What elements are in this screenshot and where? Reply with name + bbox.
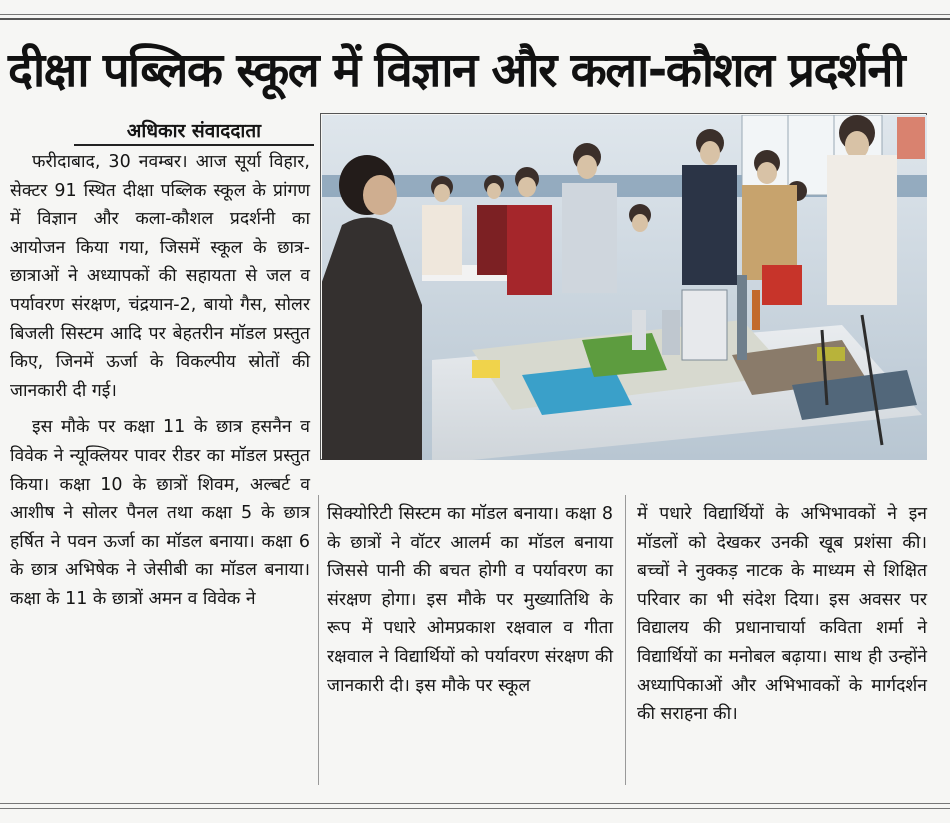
bottom-rule-2 [0, 808, 950, 809]
top-rule-thick [0, 18, 950, 20]
headline: दीक्षा पब्लिक स्कूल में विज्ञान और कला-कौशल प्रदर्शनी [8, 43, 905, 98]
paragraph-2: इस मौके पर कक्षा 11 के छात्र हसनैन व विवेक ने न्यूक्लियर पावर रीडर का मॉडल प्रस्तुत किया। कक्षा 10 के छात्रों शिवम, अल्बर्ट व आशीष ने सोलर पैनल तथा कक्षा 5 के छात्र हर्षित ने पवन ऊर्जा का मॉडल बनाया। कक्षा 6 के छात्र अभिषेक ने जेसीबी का मॉडल बनाया। कक्षा के 11 के छात्रों अमन व विवेक ने [10, 417, 310, 609]
paragraph-3: सिक्योरिटी सिस्टम का मॉडल बनाया। कक्षा 8 के छात्रों ने वॉटर आलर्म का मॉडल बनाया जिससे पानी की बचत होगी व पर्यावरण का संरक्षण होगा। इस मौके पर मुख्यातिथि के रूप में पधारे ओमप्रकाश रक्षवाल व गीता रक्षवाल ने विद्यार्थियों को पर्यावरण संरक्षण की जानकारी दी। इस मौके पर स्कूल [327, 504, 613, 696]
top-rule [0, 14, 950, 15]
column-divider [318, 495, 319, 785]
article-column-1 [10, 148, 310, 614]
byline: अधिकार संवाददाता [74, 118, 314, 146]
article-column-2 [327, 500, 613, 700]
paragraph-4: में पधारे विद्यार्थियों के अभिभावकों ने इन मॉडलों को देखकर उनकी खूब प्रशंसा की। बच्चों ने नुक्कड़ नाटक के माध्यम से शिक्षित परिवार का भी संदेश दिया। इस अवसर पर विद्यालय की प्रधानाचार्या कविता शर्मा ने विद्यार्थियों का मनोबल बढ़ाया। साथ ही उन्होंने अध्यापिकाओं और अभिभावकों के मार्गदर्शन की सराहना की। [637, 504, 927, 725]
paragraph-1: फरीदाबाद, 30 नवम्बर। आज सूर्या विहार, सेक्टर 91 स्थित दीक्षा पब्लिक स्कूल के प्रांगण में विज्ञान और कला-कौशल प्रदर्शनी का आयोजन किया गया, जिसमें स्कूल के छात्र-छात्राओं ने अध्यापकों की सहायता से जल व पर्यावरण संरक्षण, चंद्रयान-2, बायो गैस, सोलर बिजली सिस्टम आदि पर बेहतरीन मॉडल प्रस्तुत किए, जिनमें ऊर्जा के विकल्पीय स्रोतों की जानकारी दी गई। [10, 152, 310, 401]
exhibition-photo [322, 115, 927, 460]
article-column-3 [637, 500, 927, 729]
bottom-rule [0, 803, 950, 804]
exhibition-photo-illustration [322, 115, 927, 460]
column-divider [625, 495, 626, 785]
